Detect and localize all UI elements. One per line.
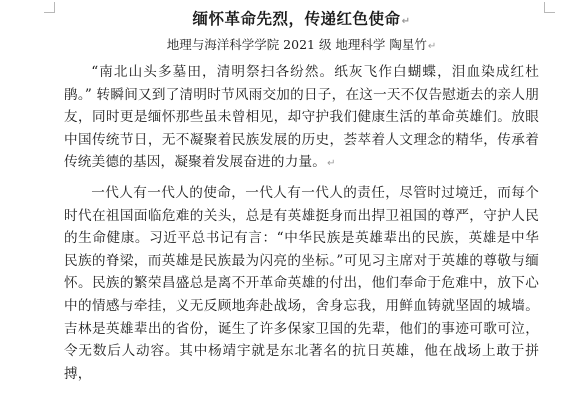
paragraph-mark-icon: ↵ bbox=[401, 16, 411, 27]
author-byline: 地理与海洋科学学院 2021 级 地理科学 陶星竹↵ bbox=[166, 37, 437, 52]
paragraph-mark-icon: ↵ bbox=[427, 41, 437, 52]
document-title: 缅怀革命先烈，传递红色使命↵ bbox=[192, 9, 411, 28]
body-paragraph: “南北山头多墓田，清明祭扫各纷然。纸灰飞作白蝴蝶，泪血染成红杜鹃。” 转瞬间又到了清明时节风雨交加的日子，在这一天不仅告慰逝去的亲人朋友，同时更是缅怀那些虽未曾相见，却守护我们健康生活的革命英雄们。放眼中国传统节日，无不凝聚着民族发展的历史，荟萃着人文理念的精华，传承着传统美德的基因，凝聚着发展奋进的力量。↵ bbox=[64, 64, 539, 171]
paragraph-mark-icon: ↵ bbox=[327, 158, 336, 170]
body-paragraph: 一代人有一代人的使命，一代人有一代人的责任，尽管时过境迁，而每个时代在祖国面临危难的关头，总是有英雄挺身而出捍卫祖国的尊严，守护人民的生命健康。习近平总书记有言：“中华民族是英雄辈出的民族，英雄是中华民族的脊梁，而英雄是民族最为闪亮的坐标。”可见习主席对于英雄的尊敬与缅怀。民族的繁荣昌盛总是离不开革命英雄的付出，他们奉命于危难中，放下心中的情感与牵挂，义无反顾地奔赴战场，舍身忘我，用鲜血铸就坚固的城墙。吉林是英雄辈出的省份，诞生了许多保家卫国的先辈，他们的事迹可歌可泣，令无数后人动容。其中杨靖宇就是东北著名的抗日英雄，他在战场上敢于拼搏， bbox=[64, 184, 539, 382]
margin-corner-mark bbox=[44, 2, 55, 13]
margin-corner-mark bbox=[544, 2, 555, 13]
